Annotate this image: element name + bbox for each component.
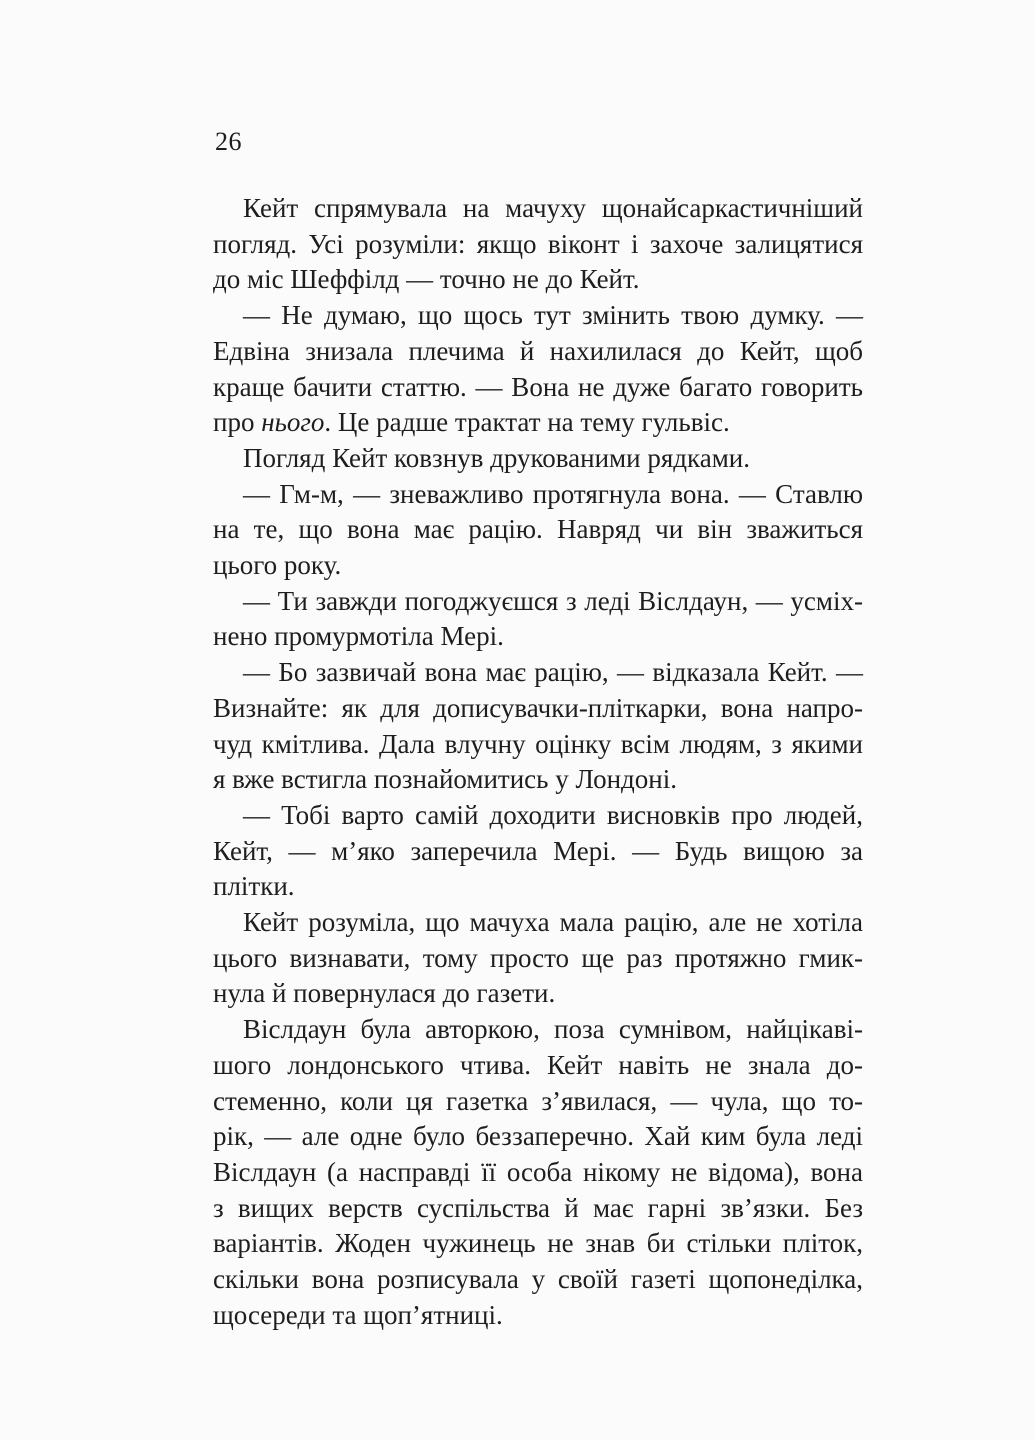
- paragraph: [213, 1012, 863, 1333]
- text-line: Віслдаун була авторкою, поза сумнівом, найцікаві-: [243, 1014, 863, 1045]
- text-line: — Не думаю, що щось тут змінить твою думку. —: [243, 300, 863, 331]
- text-line: Едвіна знизала плечима й нахилилася до Кейт, щоб: [213, 335, 863, 366]
- text-line: на те, що вона має рацію. Навряд чи він зважиться: [213, 514, 863, 545]
- paragraph: [213, 477, 863, 584]
- text-line: Кейт спрямувала на мачуху щонайсаркастичніший: [243, 193, 863, 223]
- page-number: 26: [215, 127, 242, 156]
- text-line: — Бо зазвичай вона має рацію, — відказала Кейт. —: [243, 657, 863, 688]
- text-line: щосереди та щоп’ятниці.: [213, 1299, 503, 1330]
- text-line: краще бачити статтю. — Вона не дуже багато говорить: [213, 371, 863, 402]
- paragraph: [213, 441, 863, 477]
- text-line: варіантів. Жоден чужинець не знав би стільки пліток,: [213, 1228, 863, 1259]
- text-line: стеменно, коли ця газетка з’явилася, — чула, що то-: [213, 1085, 863, 1116]
- text-line: Визнайте: як для дописувачки-пліткарки, вона напро-: [213, 692, 863, 723]
- text-line: — Ти завжди погоджуєшся з леді Віслдаун, — усміх-: [243, 585, 863, 616]
- text-block: [213, 191, 863, 1334]
- paragraph: [213, 655, 863, 798]
- text-line: про нього. Це радше трактат на тему гульвіс.: [213, 407, 730, 438]
- text-line: цього року.: [213, 550, 342, 581]
- text-line: нула й повернулася до газети.: [213, 978, 556, 1009]
- text-line: рік, — але одне було беззаперечно. Хай ким була леді: [213, 1121, 863, 1152]
- text-line: шого лондонського чтива. Кейт навіть не знала до-: [213, 1049, 863, 1080]
- text-line: Кейт, — м’яко заперечила Мері. — Будь вищою за плітки.: [213, 835, 863, 902]
- text-line: Віслдаун (а насправді її особа нікому не відома), вона: [213, 1156, 863, 1187]
- paragraph: [213, 298, 863, 441]
- text-line: я вже встигла познайомитись у Лондоні.: [213, 764, 677, 795]
- paragraph: [213, 798, 863, 905]
- text-line: Кейт розуміла, що мачуха мала рацію, але не хотіла: [243, 907, 863, 938]
- paragraph: [213, 584, 863, 655]
- text-line: Погляд Кейт ковзнув друкованими рядками.: [243, 442, 750, 473]
- text-line: — Тобі варто самій доходити висновків про людей,: [243, 799, 863, 830]
- paragraph: [213, 191, 863, 298]
- text-line: цього визнавати, тому просто ще раз протяжно гмик-: [213, 942, 863, 973]
- text-line: до міс Шеффілд — точно не до Кейт.: [213, 264, 640, 295]
- paragraph: [213, 905, 863, 1012]
- text-line: скільки вона розписувала у своїй газеті щопонеділка,: [213, 1264, 863, 1295]
- text-line: погляд. Усі розуміли: якщо віконт і захоче залицятися: [213, 228, 863, 259]
- text-line: нено промурмотіла Мері.: [213, 621, 504, 652]
- text-line: чуд кмітлива. Дала влучну оцінку всім людям, з якими: [213, 728, 863, 759]
- text-line: — Гм-м, — зневажливо протягнула вона. — Ставлю: [243, 478, 863, 509]
- text-line: з вищих верств суспільства й має гарні зв’язки. Без: [213, 1192, 863, 1223]
